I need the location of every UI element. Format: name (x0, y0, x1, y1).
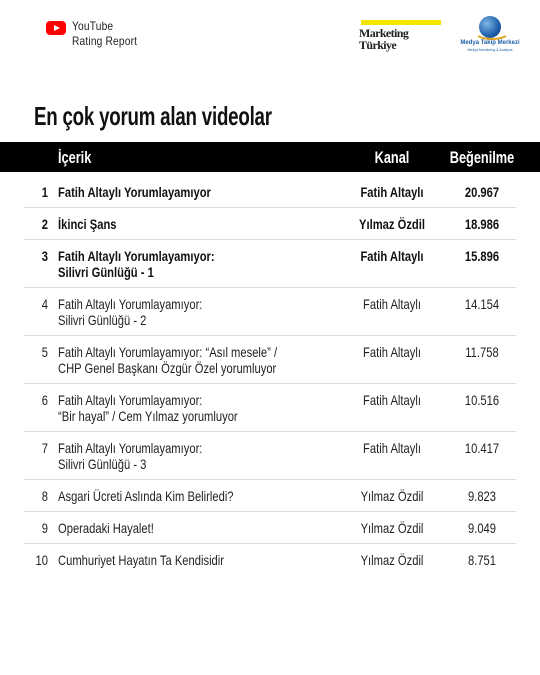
rating-report-label: Rating Report (72, 34, 138, 48)
row-title (58, 184, 211, 200)
row-channel: Yılmaz Özdil (360, 488, 424, 504)
row-title (58, 488, 234, 504)
row-likes: 11.758 (465, 344, 499, 360)
video-table (24, 176, 516, 576)
row-likes: 20.967 (464, 184, 500, 200)
row-channel: Fatih Altaylı (360, 248, 424, 264)
row-likes: 10.516 (464, 392, 500, 408)
table-row (24, 208, 516, 240)
row-title-line1: Cumhuriyet Hayatın Ta Kendisidir (58, 552, 225, 568)
row-likes: 9.049 (467, 520, 497, 536)
logo-mtm-sub: Medya Monitoring & Analysis (467, 48, 513, 52)
row-rank: 5 (41, 344, 48, 360)
row-rank: 9 (41, 520, 48, 536)
row-title-line1: Asgari Ücreti Aslında Kim Belirledi? (58, 488, 234, 504)
table-row (24, 336, 516, 384)
row-channel: Fatih Altaylı (363, 440, 421, 456)
youtube-brand (46, 19, 149, 49)
row-title-line2: “Bir hayal” / Cem Yılmaz yorumluyor (58, 408, 238, 424)
table-row (24, 512, 516, 544)
table-row (24, 240, 516, 288)
logo-mt-line1: Marketing (359, 26, 409, 40)
row-channel: Fatih Altaylı (363, 344, 421, 360)
logo-yellow-bar (361, 20, 441, 25)
row-likes: 9.823 (467, 488, 497, 504)
table-row (24, 176, 516, 208)
row-likes: 14.154 (464, 296, 500, 312)
row-title-line1: Fatih Altaylı Yorumlayamıyor: (58, 248, 215, 264)
table-row (24, 544, 516, 576)
swoosh-icon (474, 24, 510, 40)
column-header-likes: Beğenilme (449, 148, 515, 167)
row-title (58, 520, 154, 536)
column-header-channel: Kanal (374, 148, 410, 167)
row-likes: 18.986 (464, 216, 500, 232)
row-title-line2: Silivri Günlüğü - 2 (58, 312, 147, 328)
youtube-icon (46, 21, 66, 35)
row-title-line2: Silivri Günlüğü - 1 (58, 264, 154, 280)
row-title (58, 440, 202, 472)
row-rank: 4 (41, 296, 48, 312)
row-channel: Yılmaz Özdil (360, 520, 424, 536)
logo-mtm-name: Medya Takip Merkezi (460, 40, 520, 46)
medya-takip-merkezi-logo (455, 16, 525, 56)
row-likes: 10.417 (464, 440, 500, 456)
table-row (24, 432, 516, 480)
row-channel: Fatih Altaylı (363, 296, 421, 312)
row-channel: Fatih Altaylı (363, 392, 421, 408)
row-rank: 10 (35, 552, 48, 568)
page-title: En çok yorum alan videolar (34, 101, 272, 131)
row-rank: 2 (41, 216, 48, 232)
table-row (24, 288, 516, 336)
row-title-line1: Fatih Altaylı Yorumlayamıyor: “Asıl mesele” / (58, 344, 278, 360)
table-row (24, 480, 516, 512)
row-title (58, 392, 238, 424)
row-title (58, 216, 117, 232)
table-row (24, 384, 516, 432)
row-title (58, 248, 215, 280)
row-title (58, 296, 202, 328)
row-rank: 1 (41, 184, 48, 200)
row-rank: 6 (41, 392, 48, 408)
row-channel: Yılmaz Özdil (360, 552, 424, 568)
row-title (58, 344, 277, 376)
row-title-line1: Fatih Altaylı Yorumlayamıyor: (58, 440, 203, 456)
row-title-line1: İkinci Şans (58, 216, 117, 232)
youtube-label: YouTube (72, 19, 114, 33)
row-likes: 15.896 (464, 248, 500, 264)
youtube-report-label (72, 19, 149, 49)
marketing-turkiye-logo (359, 20, 443, 54)
row-channel: Yılmaz Özdil (359, 216, 425, 232)
row-title-line2: Silivri Günlüğü - 3 (58, 456, 147, 472)
column-header-content: İçerik (58, 148, 92, 167)
row-rank: 8 (41, 488, 48, 504)
row-channel: Fatih Altaylı (360, 184, 424, 200)
row-title-line1: Fatih Altaylı Yorumlayamıyor: (58, 392, 203, 408)
row-title-line2: CHP Genel Başkanı Özgür Özel yorumluyor (58, 360, 277, 376)
row-rank: 7 (41, 440, 48, 456)
row-rank: 3 (41, 248, 48, 264)
row-title (58, 552, 224, 568)
row-title-line1: Fatih Altaylı Yorumlayamıyor (58, 184, 211, 200)
table-header (0, 142, 540, 172)
row-likes: 8.751 (467, 552, 497, 568)
row-title-line1: Fatih Altaylı Yorumlayamıyor: (58, 296, 203, 312)
logo-mt-line2: Türkiye (359, 38, 397, 52)
row-title-line1: Operadaki Hayalet! (58, 520, 154, 536)
